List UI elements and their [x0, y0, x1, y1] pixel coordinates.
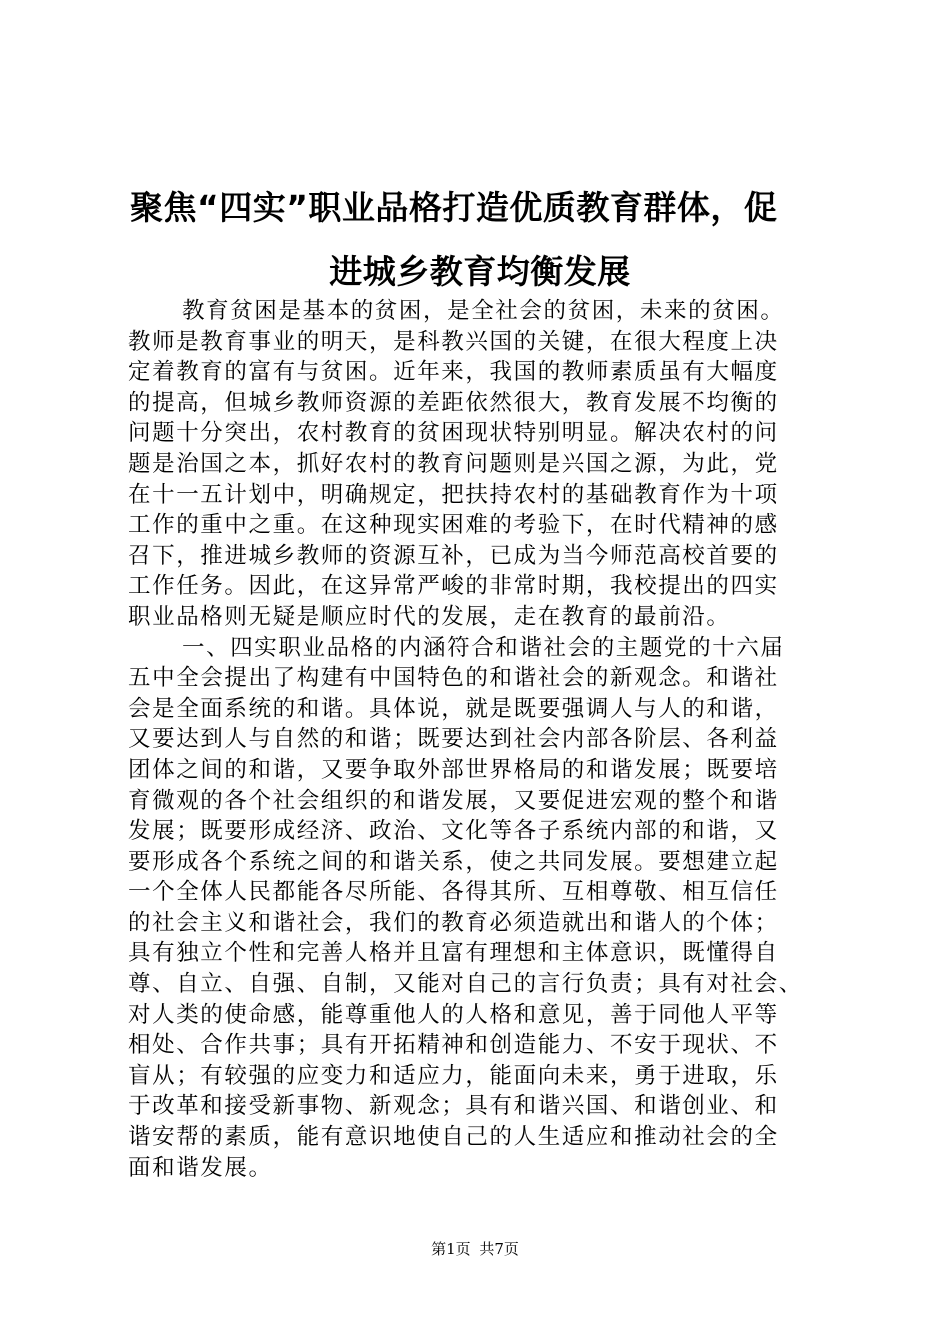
body-line: 问题十分突出，农村教育的贫困现状特别明显。解决农村的问 [128, 420, 779, 447]
body-line: 要形成各个系统之间的和谐关系，使之共同发展。要想建立起 [128, 848, 779, 875]
body-line: 工作的重中之重。在这种现实困难的考验下，在时代精神的感 [128, 512, 779, 539]
body-line: 召下，推进城乡教师的资源互补，已成为当今师范高校首要的 [128, 542, 779, 569]
body-line: 职业品格则无疑是顺应时代的发展，走在教育的最前沿。 [128, 603, 731, 630]
body-line: 教育贫困是基本的贫困，是全社会的贫困，未来的贫困。 [182, 298, 785, 324]
body-line: 的提高，但城乡教师资源的差距依然很大，教育发展不均衡的 [128, 389, 779, 416]
body-line: 题是治国之本，抓好农村的教育问题则是兴国之源，为此，党 [128, 450, 779, 477]
body-line: 于改革和接受新事物、新观念；具有和谐兴国、和谐创业、和 [128, 1093, 779, 1120]
body-line: 会是全面系统的和谐。具体说，就是既要强调人与人的和谐， [128, 695, 779, 722]
title-line-1: 聚焦“四实”职业品格打造优质教育群体，促 [130, 188, 778, 227]
document-body [128, 296, 838, 1183]
body-line: 五中全会提出了构建有中国特色的和谐社会的新观念。和谐社 [128, 665, 779, 692]
page-footer [0, 1238, 950, 1259]
body-line: 定着教育的富有与贫困。近年来，我国的教师素质虽有大幅度 [128, 359, 779, 386]
body-line: 相处、合作共事；具有开拓精神和创造能力、不安于现状、不 [128, 1032, 779, 1059]
body-line: 具有独立个性和完善人格并且富有理想和主体意识，既懂得自 [128, 940, 779, 967]
body-line: 团体之间的和谐，又要争取外部世界格局的和谐发展；既要培 [128, 756, 779, 783]
body-line: 谐安帮的素质，能有意识地使自己的人生适应和推动社会的全 [128, 1124, 779, 1151]
page-number: 第1页 [431, 1240, 471, 1258]
document-title [120, 176, 840, 304]
title-line-2: 进城乡教育均衡发展 [329, 252, 631, 291]
body-line: 在十一五计划中，明确规定，把扶持农村的基础教育作为十项 [128, 481, 779, 508]
body-line: 尊、自立、自强、自制，又能对自己的言行负责；具有对社会、 [128, 971, 803, 998]
body-line: 又要达到人与自然的和谐；既要达到社会内部各阶层、各利益 [128, 726, 779, 753]
body-line: 一个全体人民都能各尽所能、各得其所、互相尊敬、相互信任 [128, 879, 779, 906]
body-line: 面和谐发展。 [128, 1154, 273, 1181]
body-line: 对人类的使命感，能尊重他人的人格和意见，善于同他人平等 [128, 1001, 779, 1028]
body-line: 的社会主义和谐社会，我们的教育必须造就出和谐人的个体； [128, 909, 779, 936]
body-line: 一、四实职业品格的内涵符合和谐社会的主题党的十六届 [182, 634, 785, 661]
body-line: 育微观的各个社会组织的和谐发展，又要促进宏观的整个和谐 [128, 787, 779, 814]
page-total: 共7页 [479, 1240, 519, 1258]
body-line: 教师是教育事业的明天，是科教兴国的关键，在很大程度上决 [128, 328, 779, 355]
body-line: 盲从；有较强的应变力和适应力，能面向未来，勇于进取，乐 [128, 1062, 779, 1089]
body-line: 工作任务。因此，在这异常严峻的非常时期，我校提出的四实 [128, 573, 779, 600]
body-line: 发展；既要形成经济、政治、文化等各子系统内部的和谐，又 [128, 818, 779, 845]
